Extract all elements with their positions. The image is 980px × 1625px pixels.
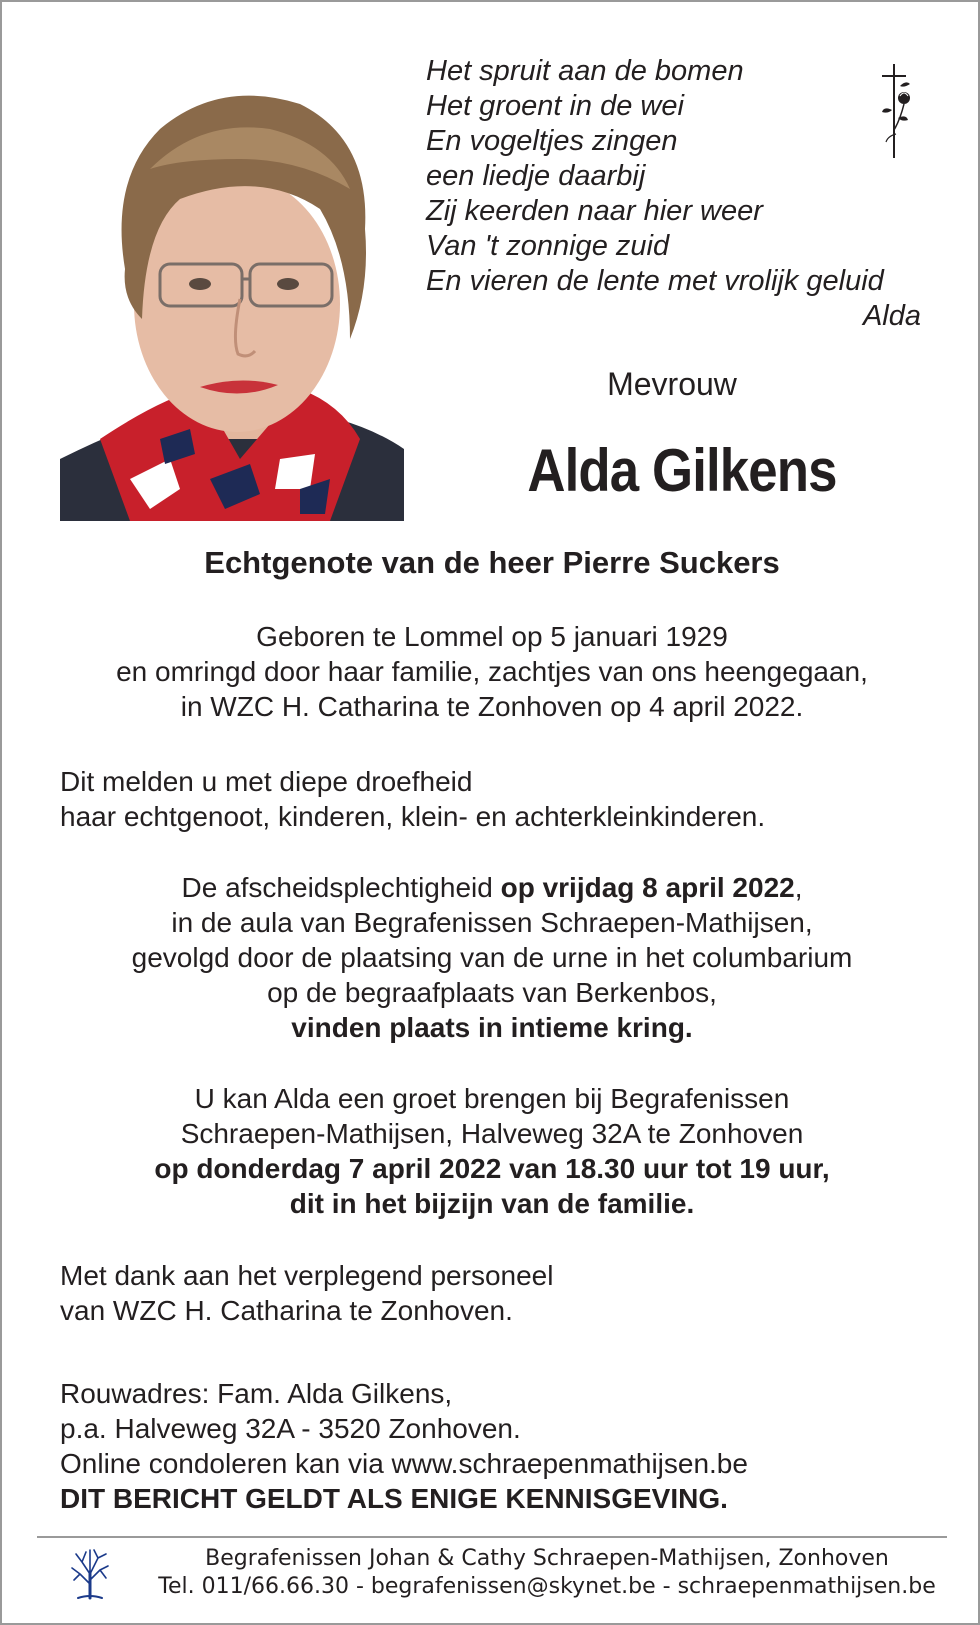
- title-prefix: Mevrouw: [607, 366, 737, 402]
- paragraph-line: vinden plaats in intieme kring.: [291, 1012, 693, 1043]
- visit-paragraph: [42, 1081, 942, 1221]
- tree-logo-icon: [66, 1544, 114, 1600]
- paragraph-line: op donderdag 7 april 2022 van 18.30 uur tot 19 uur,: [154, 1153, 830, 1184]
- deceased-name: Alda Gilkens: [527, 437, 837, 504]
- paragraph-line: Dit melden u met diepe droefheid: [60, 766, 473, 797]
- ceremony-prefix: De afscheidsplechtigheid: [181, 872, 501, 903]
- birth-death-paragraph: [42, 619, 942, 724]
- ceremony-date: op vrijdag 8 april 2022: [500, 872, 795, 903]
- paragraph-line: haar echtgenoot, kinderen, klein- en achterkleinkinderen.: [60, 801, 766, 832]
- paragraph-line: gevolgd door de plaatsing van de urne in het columbarium: [131, 942, 853, 973]
- ceremony-comma: ,: [794, 872, 803, 903]
- paragraph-line: op de begraafplaats van Berkenbos,: [267, 977, 717, 1008]
- spouse-line: Echtgenote van de heer Pierre Suckers: [204, 545, 780, 580]
- funeral-home-contact: Tel. 011/66.66.30 - begrafenissen@skynet.be - schraepenmathijsen.be: [158, 1574, 936, 1599]
- poem-line: Het spruit aan de bomen: [426, 55, 744, 87]
- thanks-paragraph: [60, 1258, 940, 1328]
- poem-line: Zij keerden naar hier weer: [426, 195, 763, 227]
- paragraph-line: Met dank aan het verplegend personeel: [60, 1260, 554, 1291]
- footer-divider: [37, 1536, 947, 1538]
- paragraph-line: Online condoleren kan via www.schraepenmathijsen.be: [60, 1448, 748, 1479]
- paragraph-line: van WZC H. Catharina te Zonhoven.: [60, 1295, 513, 1326]
- ceremony-paragraph: [42, 870, 942, 1045]
- poem: [426, 54, 921, 334]
- poem-line: En vieren de lente met vrolijk geluid: [426, 265, 884, 297]
- funeral-home-name: Begrafenissen Johan & Cathy Schraepen-Mathijsen, Zonhoven: [205, 1546, 889, 1571]
- paragraph-line: Rouwadres: Fam. Alda Gilkens,: [60, 1378, 453, 1409]
- paragraph-line: en omringd door haar familie, zachtjes van ons heengegaan,: [116, 656, 868, 687]
- poem-signature: Alda: [862, 300, 921, 332]
- portrait-photo: [60, 59, 404, 521]
- paragraph-line: [42, 870, 942, 905]
- poem-line: een liedje daarbij: [426, 160, 646, 192]
- poem-line: En vogeltjes zingen: [426, 125, 678, 157]
- poem-line: Van 't zonnige zuid: [426, 230, 670, 262]
- paragraph-line: Schraepen-Mathijsen, Halveweg 32A te Zonhoven: [180, 1118, 804, 1149]
- paragraph-line: in de aula van Begrafenissen Schraepen-Mathijsen,: [171, 907, 813, 938]
- address-paragraph: [60, 1376, 940, 1516]
- final-notice: DIT BERICHT GELDT ALS ENIGE KENNISGEVING.: [60, 1483, 728, 1514]
- paragraph-line: dit in het bijzijn van de familie.: [289, 1188, 695, 1219]
- paragraph-line: U kan Alda een groet brengen bij Begrafenissen: [194, 1083, 790, 1114]
- announcement-paragraph: [60, 764, 940, 834]
- paragraph-line: Geboren te Lommel op 5 januari 1929: [256, 621, 728, 652]
- paragraph-line: p.a. Halveweg 32A - 3520 Zonhoven.: [60, 1413, 521, 1444]
- paragraph-line: in WZC H. Catharina te Zonhoven op 4 april 2022.: [180, 691, 804, 722]
- cross-with-rose-icon: [870, 60, 920, 160]
- poem-line: Het groent in de wei: [426, 90, 684, 122]
